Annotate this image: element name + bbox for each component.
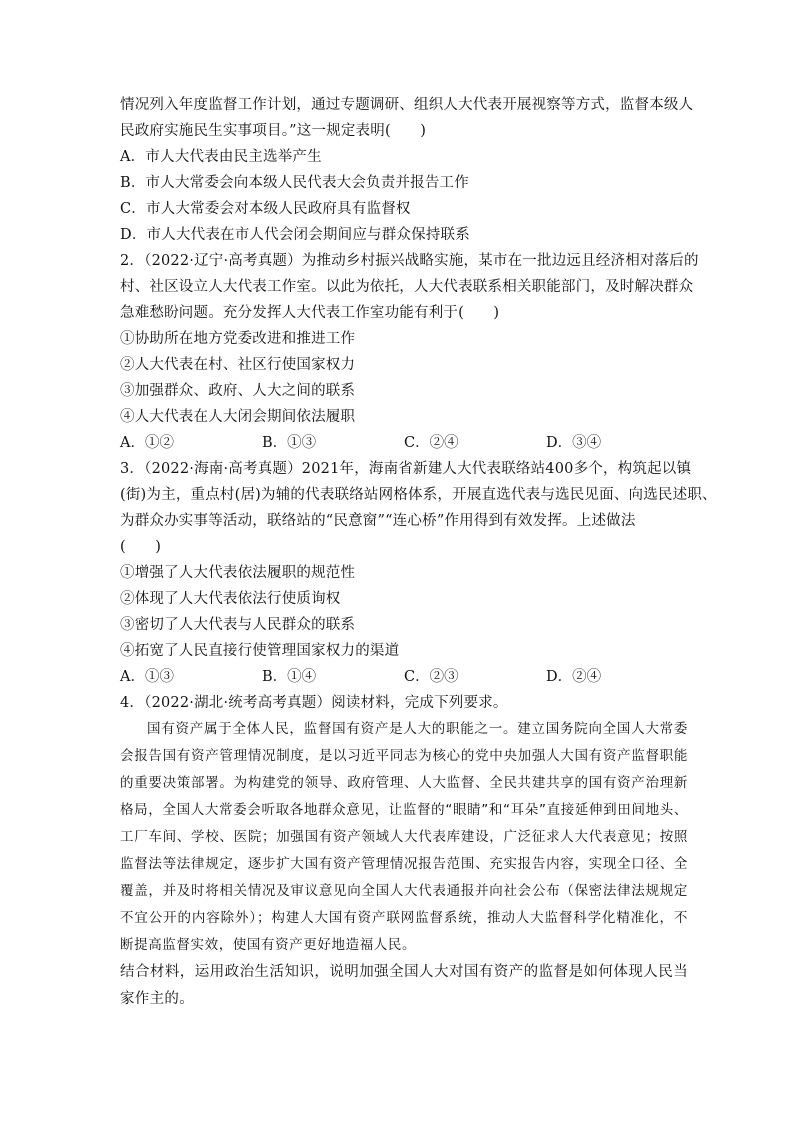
q3-choice-a: A．①③ <box>120 669 174 685</box>
q3-statement-2: ②体现了人大代表依法行使质询权 <box>120 591 341 607</box>
q3-stem-line: 3．（2022·海南·高考真题）2021年，海南省新建人大代表联络站400多个，构筑起以镇 <box>120 461 692 477</box>
exam-page <box>120 92 717 1013</box>
question-3 <box>120 456 717 690</box>
q2-stem-line: 急难愁盼问题。充分发挥人大代表工作室功能有利于( ) <box>120 305 500 321</box>
q3-choice-b: B．①④ <box>262 669 317 685</box>
q1-option-d: D．市人大代表在市人代会闭会期间应与群众保持联系 <box>120 227 470 243</box>
q2-choice-c: C．②④ <box>404 435 459 451</box>
question-4 <box>120 690 688 1013</box>
q3-stem-line: (街)为主，重点村(居)为辅的代表联络站网格体系，开展直选代表与选民见面、向选民述职、 <box>120 487 717 503</box>
q2-choice-b: B．①③ <box>262 435 317 451</box>
q3-stem-line: ( ) <box>120 539 162 555</box>
q1-option-a: A．市人大代表由民主选举产生 <box>120 149 322 165</box>
question-2 <box>120 248 699 456</box>
q4-stem: 4．（2022·湖北·统考高考真题）阅读材料，完成下列要求。 <box>120 695 508 711</box>
q2-statement-3: ③加强群众、政府、人大之间的联系 <box>120 383 356 399</box>
q2-statement-1: ①协助所在地方党委改进和推进工作 <box>120 331 356 347</box>
q2-stem-line: 村、社区设立人大代表工作室。以此为依托，人大代表联系相关职能部门，及时解决群众 <box>120 279 694 295</box>
q3-statement-3: ③密切了人大代表与人民群众的联系 <box>120 617 356 633</box>
q2-choices <box>120 430 688 456</box>
q1-option-b: B．市人大常委会向本级人民代表大会负责并报告工作 <box>120 175 469 191</box>
q1-option-c: C．市人大常委会对本级人民政府具有监督权 <box>120 201 411 217</box>
q3-statement-1: ①增强了人大代表依法履职的规范性 <box>120 565 356 581</box>
q3-stem-line: 为群众办实事等活动，联络站的“民意窗”“连心桥”作用得到有效发挥。上述做法 <box>120 513 636 529</box>
q2-statement-4: ④人大代表在人大闭会期间依法履职 <box>120 409 356 425</box>
q2-choice-d: D．③④ <box>546 435 602 451</box>
q4-material: 国有资产属于全体人民，监督国有资产是人大的职能之一。建立国务院向全国人大常委会报告国有资产管理情况制度，是以习近平同志为核心的党中央加强人大国有资产监督职能的重要决策部署。为构建党的领导、政府管理、人大监督、全民共建共享的国有资产治理新格局，全国人大常委会听取各地群众意见，让监督的“眼睛”和“耳朵”直接延伸到田间地头、工厂车间、学校、医院；加强国有资产领域人大代表库建设，广泛征求人大代表意见；按照监督法等法律规定，逐步扩大国有资产管理情况报告范围、充实报告内容，实现全口径、全覆盖，并及时将相关情况及审议意见向全国人大代表通报并向社会公布（保密法律法规规定不宜公开的内容除外）；构建人大国有资产联网监督系统，推动人大监督科学化精准化，不断提高监督实效，使国有资产更好地造福人民。 <box>120 721 688 953</box>
q3-choice-d: D．②④ <box>546 669 602 685</box>
question-1 <box>120 92 694 248</box>
q1-stem-line: 民政府实施民生实事项目。”这一规定表明( ) <box>120 123 427 139</box>
q4-requirement: 结合材料，运用政治生活知识，说明加强全国人大对国有资产的监督是如何体现人民当家作主的。 <box>120 964 688 1007</box>
q3-choice-c: C．②③ <box>404 669 459 685</box>
q2-choice-a: A．①② <box>120 435 174 451</box>
q1-stem-line: 情况列入年度监督工作计划，通过专题调研、组织人大代表开展视察等方式，监督本级人 <box>120 97 694 113</box>
q2-statement-2: ②人大代表在村、社区行使国家权力 <box>120 357 356 373</box>
q3-statement-4: ④拓宽了人民直接行使管理国家权力的渠道 <box>120 643 400 659</box>
q2-stem-line: 2．（2022·辽宁·高考真题）为推动乡村振兴战略实施，某市在一批边远且经济相对落后的 <box>120 253 699 269</box>
q3-choices <box>120 664 688 690</box>
